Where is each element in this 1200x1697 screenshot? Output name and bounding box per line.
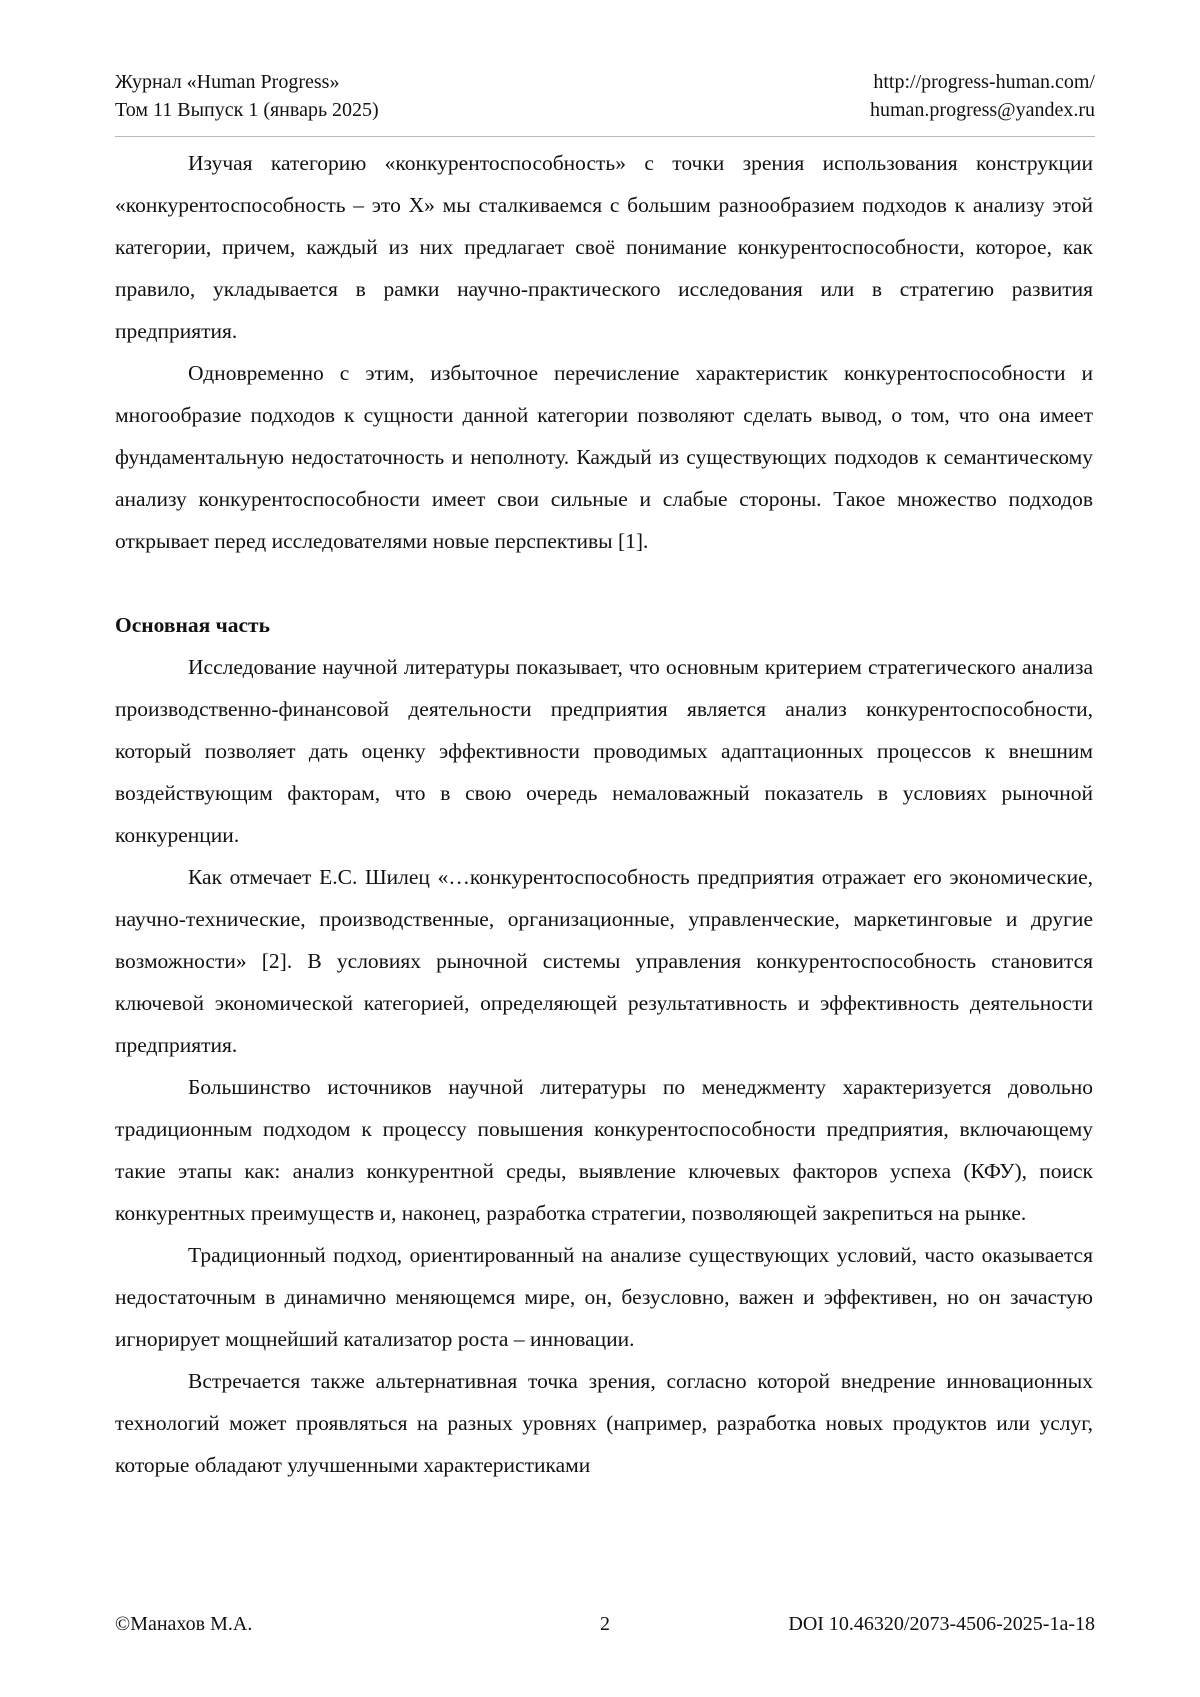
paragraph: Как отмечает Е.С. Шилец «…конкурентоспособность предприятия отражает его экономические, научно-технические, производственные, организационные, управленческие, маркетинговые и другие возможности» [2]. В условиях рыночной системы управления конкурентоспособность становится ключевой экономической категорией, определяющей результативность и эффективность деятельности предприятия. [115,865,1093,1057]
header-divider [115,136,1095,137]
header-right [870,68,1095,124]
paragraph: Большинство источников научной литературы по менеджменту характеризуется довольно традиционным подходом к процессу повышения конкурентоспособности предприятия, включающему такие этапы как: анализ конкурентной среды, выявление ключевых факторов успеха (КФУ), поиск конкурентных преимуществ и, наконец, разработка стратегии, позволяющей закрепиться на рынке. [115,1075,1093,1225]
journal-title: Журнал «Human Progress» [115,71,340,93]
page-number: 2 [600,1613,610,1635]
paragraph: Традиционный подход, ориентированный на анализе существующих условий, часто оказывается недостаточным в динамично меняющемся мире, он, безусловно, важен и эффективен, но он зачастую игнорирует мощнейший катализатор роста – инновации. [115,1243,1093,1351]
section-heading: Основная часть [115,613,270,637]
author-copyright: ©Манахов М.А. [115,1613,253,1635]
journal-email[interactable]: human.progress@yandex.ru [869,99,1095,121]
paragraph: Исследование научной литературы показывает, что основным критерием стратегического анализа производственно-финансовой деятельности предприятия является анализ конкурентоспособности, который позволяет дать оценку эффективности проводимых адаптационных процессов к внешним воздействующим факторам, что в свою очередь немаловажный показатель в условиях рыночной конкуренции. [115,655,1093,847]
paragraph: Изучая категорию «конкурентоспособность» с точки зрения использования конструкции «конкурентоспособность – это Х» мы сталкиваемся с большим разнообразием подходов к анализу этой категории, причем, каждый из них предлагает своё понимание конкурентоспособности, которое, как правило, укладывается в рамки научно-практического исследования или в стратегию развития предприятия. [115,151,1093,343]
paragraph: Встречается также альтернативная точка зрения, согласно которой внедрение инновационных технологий может проявляться на разных уровнях (например, разработка новых продуктов или услуг, которые обладают улучшенными характеристиками [115,1369,1093,1477]
article-body [115,142,1093,1486]
paragraph: Одновременно с этим, избыточное перечисление характеристик конкурентоспособности и многообразие подходов к сущности данной категории позволяют сделать вывод, о том, что она имеет фундаментальную недостаточность и неполноту. Каждый из существующих подходов к семантическому анализу конкурентоспособности имеет свои сильные и слабые стороны. Такое множество подходов открывает перед исследователями новые перспективы [1]. [115,361,1093,553]
doi-reference: DOI 10.46320/2073-4506-2025-1а-18 [788,1613,1095,1635]
journal-url[interactable]: http://progress-human.com/ [873,71,1095,93]
header-left [115,68,379,124]
issue-info: Том 11 Выпуск 1 (январь 2025) [115,99,379,121]
